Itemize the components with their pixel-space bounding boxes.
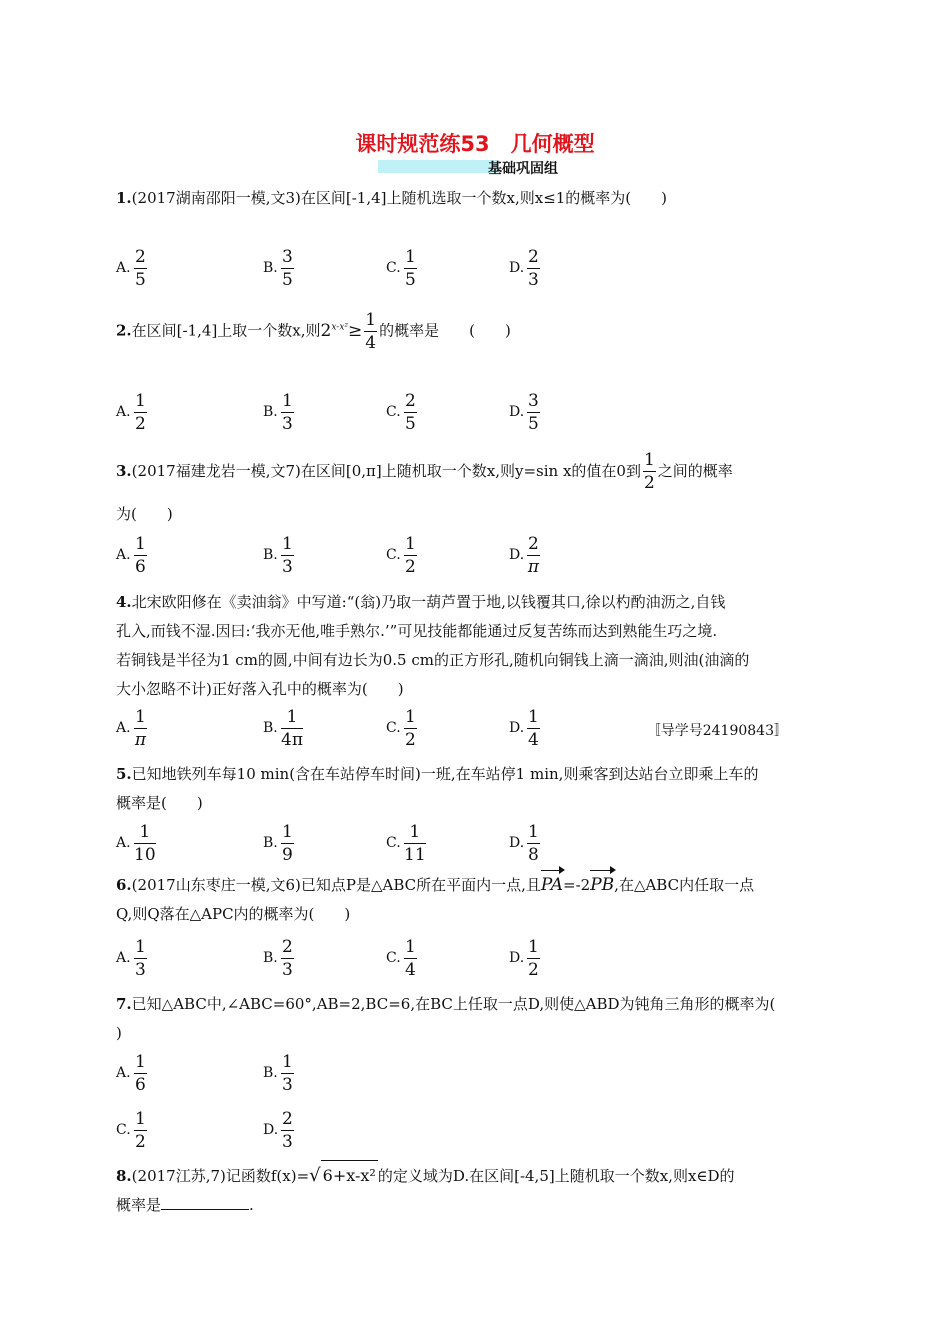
question-1-options: A. $\frac{2}{5}$ B. $\frac{3}{5}$ C. $\frac{1}{5}$ D. $\frac{2}{3}$	[116, 247, 539, 290]
question-7-options-row2: C. $\frac{1}{2}$ D. $\frac{2}{3}$	[116, 1109, 293, 1152]
question-4-options: A. $\frac{1}{\pi}$ B. $\frac{1}{4\pi}$ C. $\frac{1}{2}$ D. $\frac{1}{4}$ 〚导学号24190843〛	[116, 707, 788, 750]
question-3-line2: 为( )	[116, 505, 173, 523]
question-2: 2.在区间[-1,4]上取一个数x,则$2^{x-x^2}\ge$ $\frac{1}{4}$ 的概率是 ( )	[116, 309, 511, 353]
question-8: 8.(2017江苏,7)记函数f(x)=√ 6+x-x² 的定义域为D.在区间[-4,5]上随机取一个数x,则x∈D的 概率是 .	[116, 1160, 836, 1220]
question-4: 4.北宋欧阳修在《卖油翁》中写道:“(翁)乃取一葫芦置于地,以钱覆其口,徐以杓酌油沥之,自钱 孔入,而钱不湿.因曰:‘我亦无他,唯手熟尔.’”可见技能都能通过反复苦练而达到熟能生巧之境. 若铜钱是半径为1 cm的圆,中间有边长为0.5 cm的正方形孔,随机向铜钱上滴一滴油,则油(油滴的 大小忽略不计)正好落入孔中的概率为( )	[116, 593, 750, 698]
answer-blank[interactable]	[161, 1209, 249, 1210]
section-highlight-bar	[378, 160, 498, 173]
section-heading	[378, 158, 598, 176]
page-title: 课时规范练53 几何概型	[355, 132, 595, 156]
question-3: 3.(2017福建龙岩一模,文7)在区间[0,π]上随机取一个数x,则y=sin x的值在0到 $\frac{1}{2}$ 之间的概率	[116, 450, 733, 493]
question-2-options: A. $\frac{1}{2}$ B. $\frac{1}{3}$ C. $\frac{2}{5}$ D. $\frac{3}{5}$	[116, 391, 539, 434]
question-text: 在区间[0,π]上随机取一个数x,则y=sin x的值在0到	[300, 462, 641, 480]
inequality-expression: $2^{x-x^2}\ge$	[320, 320, 363, 341]
question-text: 在区间[-1,4]上取一个数x,则	[131, 321, 321, 340]
radicand: 6+x-x²	[321, 1160, 378, 1190]
question-3-options: A. $\frac{1}{6}$ B. $\frac{1}{3}$ C. $\frac{1}{2}$ D. $\frac{2}{\pi}$	[116, 534, 539, 577]
reference-number: 〚导学号24190843〛	[646, 723, 788, 739]
question-7-options-row1: A. $\frac{1}{6}$ B. $\frac{1}{3}$	[116, 1052, 293, 1095]
question-text: 在区间[-1,4]上随机选取一个数x,则x≤1的概率为( )	[300, 189, 668, 207]
vector-pa: PA	[541, 871, 563, 900]
radical-sign: √	[309, 1165, 321, 1186]
question-6-options: A. $\frac{1}{3}$ B. $\frac{2}{3}$ C. $\frac{1}{4}$ D. $\frac{1}{2}$	[116, 937, 539, 980]
question-1	[116, 184, 836, 213]
question-5: 5.已知地铁列车每10 min(含在车站停车时间)一班,在车站停1 min,则乘客到达站台立即乘上车的 概率是( )	[116, 765, 759, 812]
vector-pb: PB	[590, 871, 614, 900]
section-title: 基础巩固组	[488, 161, 558, 177]
question-number: 2.	[116, 321, 132, 340]
question-source: (2017湖南邵阳一模,文3)	[131, 189, 301, 207]
question-6: 6.(2017山东枣庄一模,文6)已知点P是△ABC所在平面内一点,且PA=-2PB,在△ABC内任取一点 Q,则Q落在△APC内的概率为( )	[116, 871, 836, 929]
question-source: (2017福建龙岩一模,文7)	[131, 462, 301, 480]
question-7: 7.已知△ABC中,∠ABC=60°,AB=2,BC=6,在BC上任取一点D,则使△ABD为钝角三角形的概率为( )	[116, 995, 776, 1042]
question-number: 1.	[116, 189, 132, 207]
question-text-end: 的概率是 ( )	[379, 321, 511, 340]
question-5-options: A. $\frac{1}{10}$ B. $\frac{1}{9}$ C. $\frac{1}{11}$ D. $\frac{1}{8}$	[116, 822, 539, 865]
